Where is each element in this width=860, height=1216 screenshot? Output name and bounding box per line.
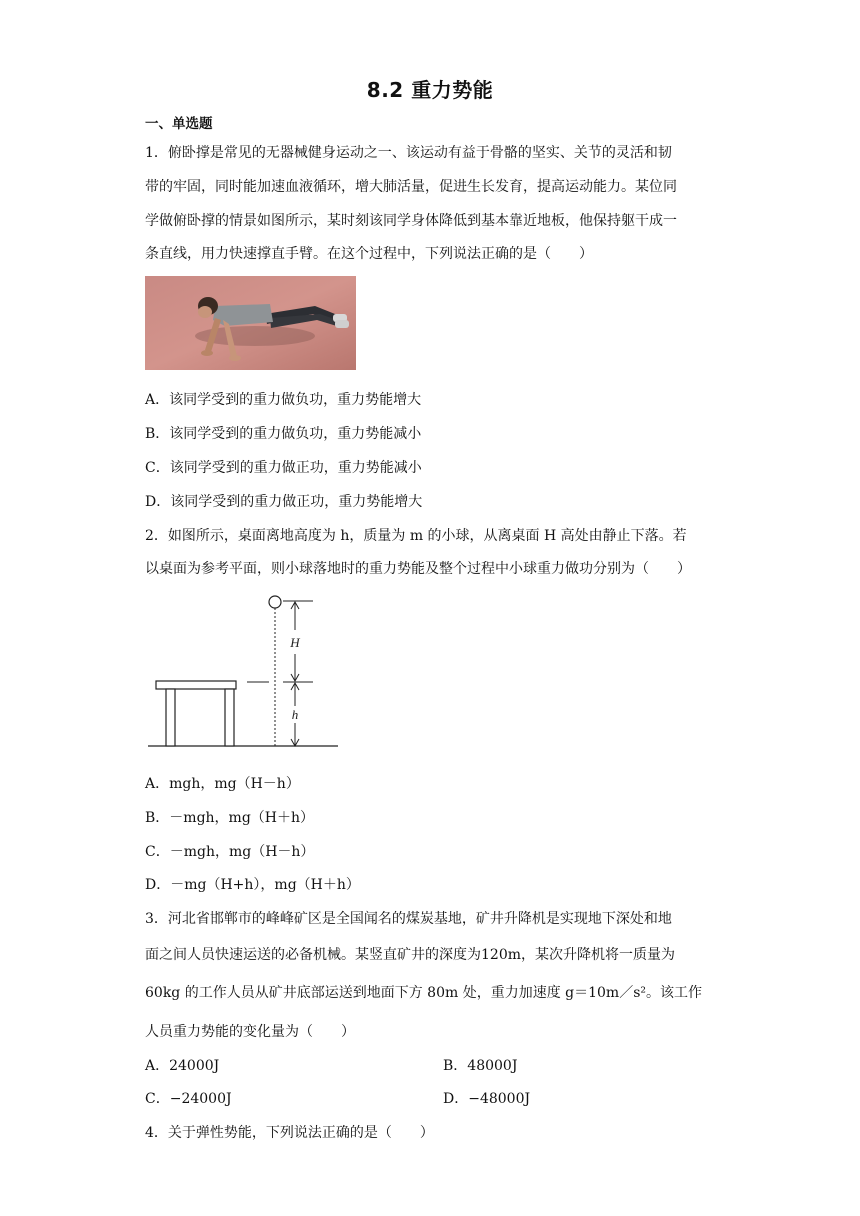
label-lower-height: h bbox=[291, 707, 299, 722]
q1-option-d: D．该同学受到的重力做正功，重力势能增大 bbox=[145, 494, 423, 510]
q1-line-2: 带的牢固，同时能加速血液循环，增大肺活量，促进生长发育，提高运动能力。某位同 bbox=[145, 179, 677, 195]
q2-line-1: 2．如图所示，桌面离地高度为 h，质量为 m 的小球，从离桌面 H 高处由静止下落。若 bbox=[145, 528, 687, 544]
ball-table-diagram bbox=[145, 590, 345, 750]
q1-option-a: A．该同学受到的重力做负功，重力势能增大 bbox=[145, 392, 422, 408]
q3-line-2: 面之间人员快速运送的必备机械。某竖直矿井的深度为120m，某次升降机将一质量为 bbox=[145, 947, 675, 963]
q2-option-c: C．－mgh，mg（H－h） bbox=[145, 844, 315, 860]
q3-line-1: 3．河北省邯郸市的峰峰矿区是全国闻名的煤炭基地，矿井升降机是实现地下深处和地 bbox=[145, 911, 672, 927]
q1-option-b: B．该同学受到的重力做负功，重力势能减小 bbox=[145, 426, 422, 442]
section-heading: 一、单选题 bbox=[145, 116, 213, 132]
q1-option-c: C．该同学受到的重力做正功，重力势能减小 bbox=[145, 460, 422, 476]
q2-option-d: D．－mg（H+h），mg（H＋h） bbox=[145, 877, 360, 893]
label-upper-height: H bbox=[290, 635, 300, 650]
q2-option-a: A．mgh，mg（H－h） bbox=[145, 776, 300, 792]
page-title: 8.2 重力势能 bbox=[366, 78, 494, 102]
q3-line-4: 人员重力势能的变化量为（ ） bbox=[145, 1024, 355, 1040]
q3-line-3: 60kg 的工作人员从矿井底部运送到地面下方 80m 处，重力加速度 g＝10m／s²。该工作 bbox=[145, 985, 702, 1001]
q3-option-c: C．−24000J bbox=[145, 1091, 232, 1107]
q3-option-b: B．48000J bbox=[443, 1058, 518, 1074]
q1-line-1: 1．俯卧撑是常见的无器械健身运动之一、该运动有益于骨骼的坚实、关节的灵活和韧 bbox=[145, 145, 672, 161]
q3-option-a: A．24000J bbox=[145, 1058, 220, 1074]
q1-line-4: 条直线，用力快速撑直手臂。在这个过程中，下列说法正确的是（ ） bbox=[145, 246, 593, 262]
q2-option-b: B．－mgh，mg（H＋h） bbox=[145, 810, 315, 826]
q2-line-2: 以桌面为参考平面，则小球落地时的重力势能及整个过程中小球重力做功分别为（ ） bbox=[145, 561, 691, 577]
q1-line-3: 学做俯卧撑的情景如图所示，某时刻该同学身体降低到基本靠近地板，他保持躯干成一 bbox=[145, 213, 677, 229]
q3-option-d: D．−48000J bbox=[443, 1091, 531, 1107]
q4-line-1: 4．关于弹性势能，下列说法正确的是（ ） bbox=[145, 1125, 434, 1141]
pushup-photo bbox=[145, 276, 356, 370]
